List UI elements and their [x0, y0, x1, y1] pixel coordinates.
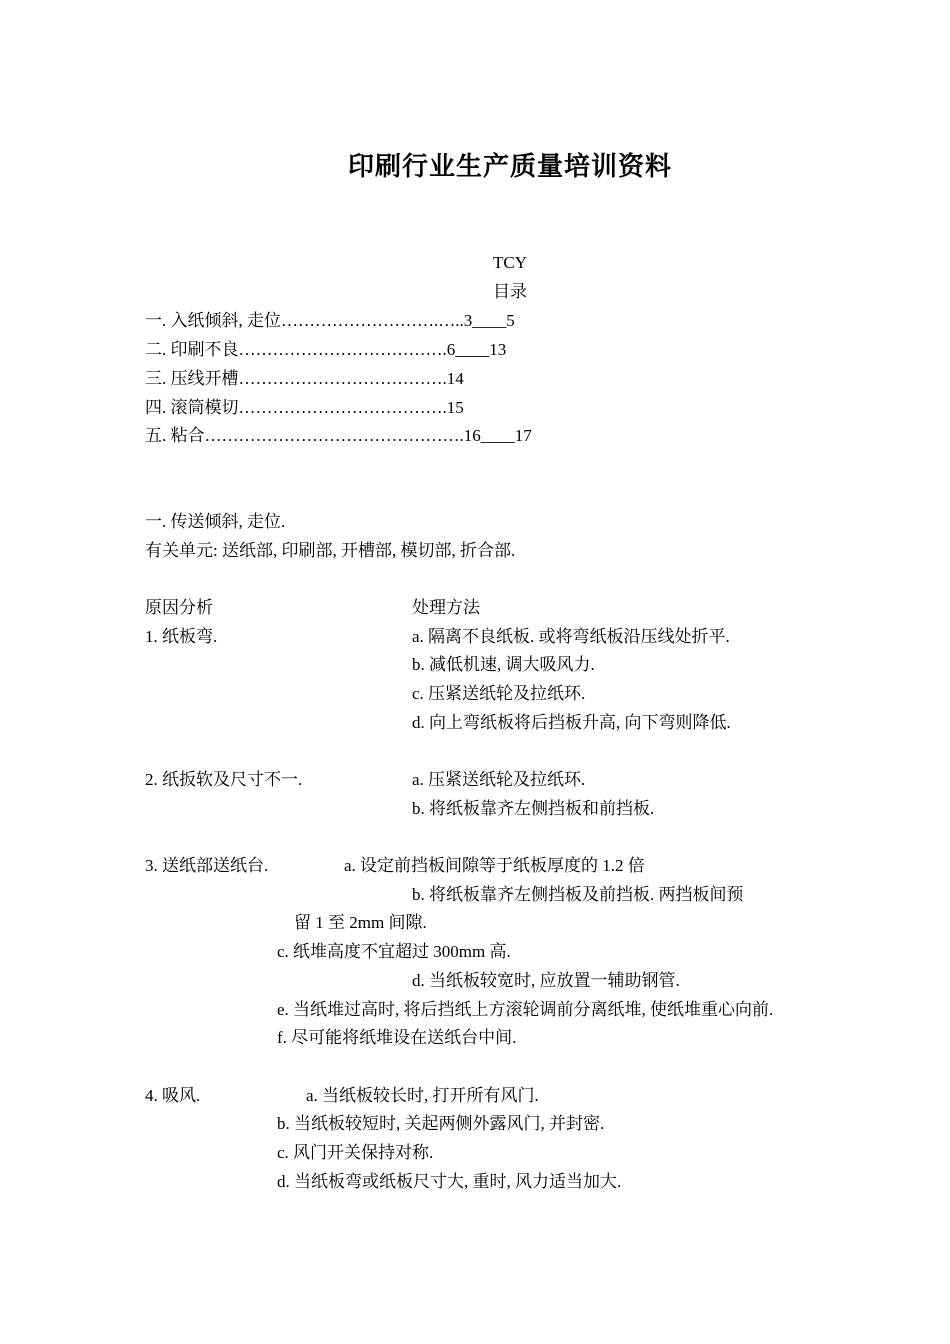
cause-item: 2. 纸扳软及尺寸不一. — [145, 770, 303, 789]
section-heading: 一. 传送倾斜, 走位. — [145, 512, 286, 531]
toc-entry: 二. 印刷不良……………………………….6____13 — [145, 340, 507, 359]
cause-item: 1. 纸板弯. — [145, 627, 218, 646]
method-item: b. 将纸板靠齐左侧挡板及前挡板. 两挡板间预 — [412, 885, 744, 904]
cause-item: 4. 吸风. — [145, 1086, 201, 1105]
toc-entry: 三. 压线开槽……………………………….14 — [145, 369, 464, 388]
method-item: c. 压紧送纸轮及拉纸环. — [412, 684, 586, 703]
cause-item: 3. 送纸部送纸台. — [145, 856, 269, 875]
method-item: e. 当纸堆过高时, 将后挡纸上方滚轮调前分离纸堆, 使纸堆重心向前. — [277, 1000, 774, 1019]
method-item: a. 隔离不良纸板. 或将弯纸板沿压线处折平. — [412, 627, 730, 646]
method-item: d. 当纸板弯或纸板尺寸大, 重时, 风力适当加大. — [277, 1172, 622, 1191]
toc-heading: 目录 — [493, 282, 527, 301]
document-title: 印刷行业生产质量培训资料 — [347, 152, 672, 181]
method-item: a. 当纸板较长时, 打开所有风门. — [306, 1086, 539, 1105]
method-item: c. 纸堆高度不宜超过 300mm 高. — [277, 942, 511, 961]
toc-entry: 四. 滚筒模切……………………………….15 — [145, 398, 464, 417]
cause-column-header: 原因分析 — [145, 598, 213, 617]
related-units: 有关单元: 送纸部, 印刷部, 开槽部, 模切部, 折合部. — [145, 541, 516, 560]
toc-entry: 一. 入纸倾斜, 走位……………………….…..3____5 — [145, 311, 515, 330]
method-item: f. 尽可能将纸堆设在送纸台中间. — [277, 1028, 517, 1047]
method-item: d. 当纸板较宽时, 应放置一辅助钢管. — [412, 971, 680, 990]
method-item: b. 当纸板较短时, 关起两侧外露风门, 并封密. — [277, 1114, 605, 1133]
toc-entry: 五. 粘合……………………………………….16____17 — [145, 426, 532, 445]
author-line: TCY — [493, 253, 527, 272]
method-item: a. 设定前挡板间隙等于纸板厚度的 1.2 倍 — [344, 856, 645, 875]
method-item: a. 压紧送纸轮及拉纸环. — [412, 770, 586, 789]
method-column-header: 处理方法 — [412, 598, 480, 617]
method-item: c. 风门开关保持对称. — [277, 1143, 434, 1162]
method-item-continuation: 留 1 至 2mm 间隙. — [294, 913, 427, 932]
method-item: d. 向上弯纸板将后挡板升高, 向下弯则降低. — [412, 713, 731, 732]
method-item: b. 将纸板靠齐左侧挡板和前挡板. — [412, 799, 655, 818]
method-item: b. 减低机速, 调大吸风力. — [412, 655, 595, 674]
